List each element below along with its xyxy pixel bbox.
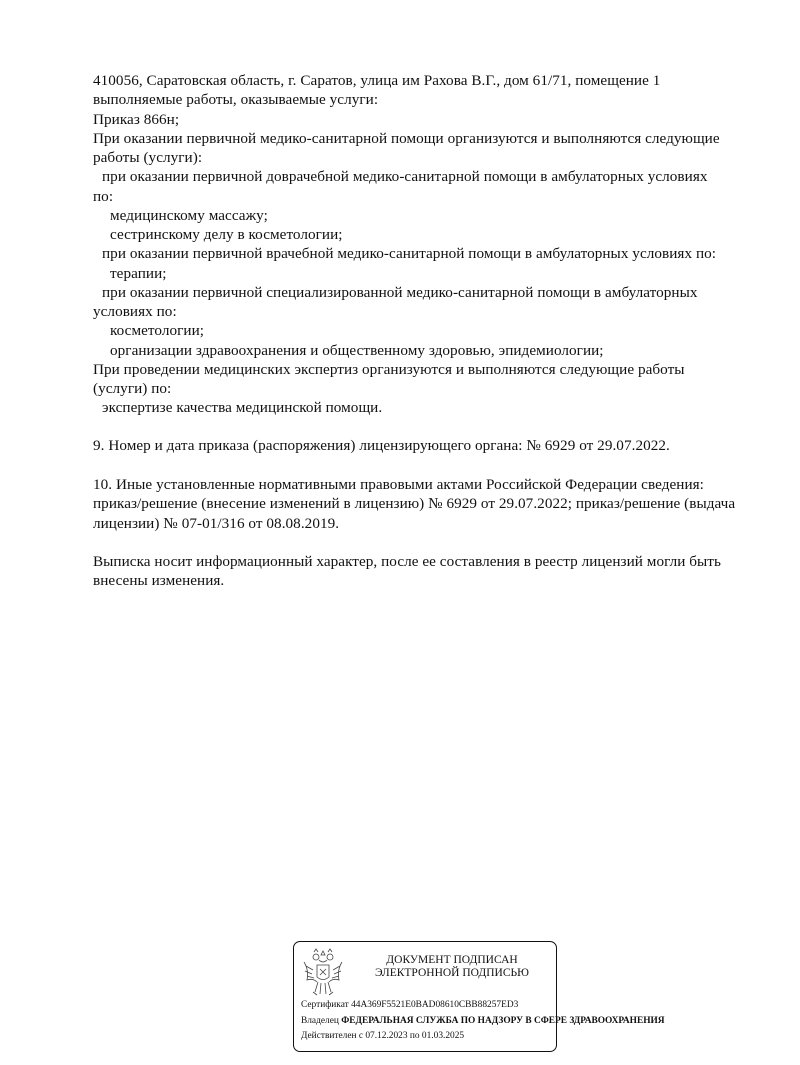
service-quality-expertise: экспертизе качества медицинской помощи. bbox=[102, 399, 383, 416]
expertise-intro-cont: (услуги) по: bbox=[93, 380, 172, 397]
section-10-other-info-end: лицензии) № 07-01/316 от 08.08.2019. bbox=[93, 515, 340, 532]
certificate-label: Сертификат bbox=[301, 1000, 349, 1010]
stamp-title-line-2: ЭЛЕКТРОННОЙ ПОДПИСЬЮ bbox=[375, 967, 529, 979]
disclaimer-cont: внесены изменения. bbox=[93, 572, 225, 589]
expertise-intro: При проведении медицинских экспертиз организуются и выполняются следующие работы bbox=[93, 361, 685, 378]
owner-label: Владелец bbox=[301, 1016, 339, 1026]
service-massage: медицинскому массажу; bbox=[110, 207, 268, 224]
stamp-certificate bbox=[301, 1000, 518, 1011]
section-9-order: 9. Номер и дата приказа (распоряжения) лицензирующего органа: № 6929 от 29.07.2022. bbox=[93, 437, 670, 454]
physician-care-item: при оказании первичной врачебной медико-санитарной помощи в амбулаторных условиях по: bbox=[102, 245, 717, 262]
specialized-care-item-cont: условиях по: bbox=[93, 303, 177, 320]
stamp-owner bbox=[301, 1016, 665, 1027]
service-therapy: терапии; bbox=[110, 265, 167, 282]
prehospital-care-item: при оказании первичной доврачебной медико-санитарной помощи в амбулаторных условиях bbox=[102, 168, 708, 185]
section-10-other-info-cont: приказ/решение (внесение изменений в лицензию) № 6929 от 29.07.2022; приказ/решение (выдача bbox=[93, 495, 736, 512]
prehospital-care-item-cont: по: bbox=[93, 188, 114, 205]
primary-care-intro-cont: работы (услуги): bbox=[93, 149, 203, 166]
stamp-title-line-1: ДОКУМЕНТ ПОДПИСАН bbox=[386, 954, 518, 966]
order-reference: Приказ 866н; bbox=[93, 111, 180, 128]
service-nursing-cosmetology: сестринскому делу в косметологии; bbox=[110, 226, 343, 243]
service-cosmetology: косметологии; bbox=[110, 322, 205, 339]
specialized-care-item: при оказании первичной специализированной медико-санитарной помощи в амбулаторных bbox=[102, 284, 698, 301]
service-healthcare-organization: организации здравоохранения и общественному здоровью, эпидемиологии; bbox=[110, 342, 604, 359]
coat-of-arms-icon bbox=[301, 948, 345, 998]
electronic-signature-stamp bbox=[293, 941, 665, 1052]
primary-care-intro: При оказании первичной медико-санитарной помощи организуются и выполняются следующие bbox=[93, 130, 720, 147]
stamp-validity: Действителен с 07.12.2023 по 01.03.2025 bbox=[301, 1031, 465, 1041]
section-10-other-info: 10. Иные установленные нормативными правовыми актами Российской Федерации сведения: bbox=[93, 476, 704, 493]
owner-value: ФЕДЕРАЛЬНАЯ СЛУЖБА ПО НАДЗОРУ В СФЕРЕ ЗДРАВООХРАНЕНИЯ bbox=[341, 1016, 665, 1026]
services-heading: выполняемые работы, оказываемые услуги: bbox=[93, 91, 379, 108]
certificate-value: 44A369F5521E0BAD08610CBB88257ED3 bbox=[351, 1000, 519, 1010]
address-line: 410056, Саратовская область, г. Саратов, улица им Рахова В.Г., дом 61/71, помещение 1 bbox=[93, 72, 661, 89]
disclaimer: Выписка носит информационный характер, после ее составления в реестр лицензий могли быть bbox=[93, 553, 721, 570]
